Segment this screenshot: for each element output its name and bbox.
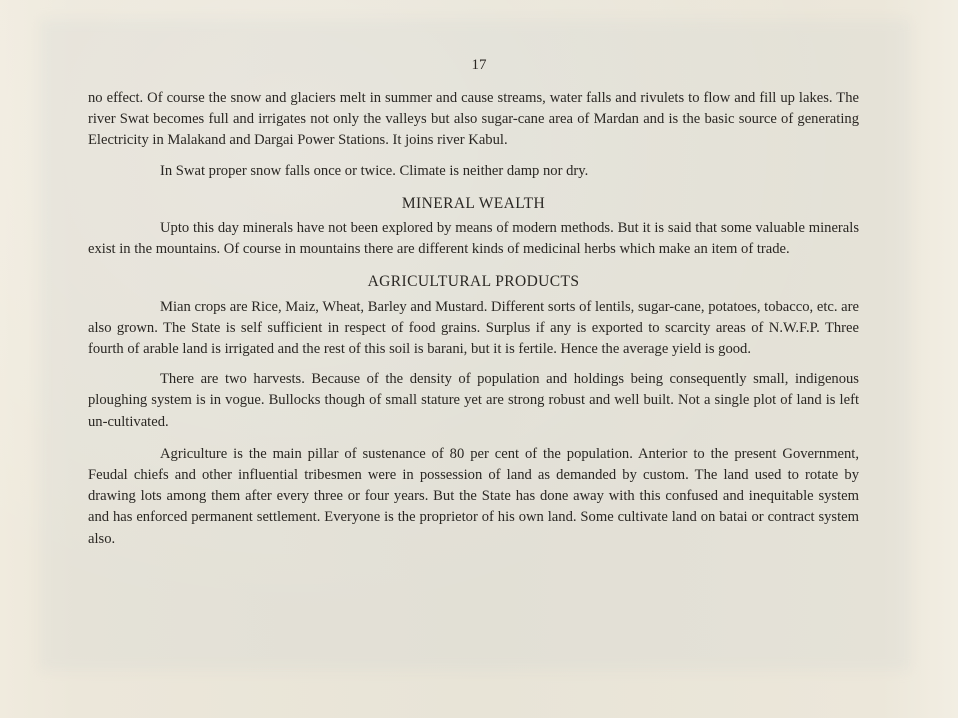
paragraph-agriculture: Agriculture is the main pillar of sustenance of 80 per cent of the population. Anterior to the present Government, Feudal chiefs and other influential tribesmen were in possession of land as demanded by custom. The land used to rotate by drawing lots among them after every three or four years. But the State has done away with this confused and inequitable system and has enforced permanent settlement. Everyone is the proprietor of his own land. Some cultivate land on batai or contract system also.: [88, 445, 859, 547]
paragraph-climate: In Swat proper snow falls once or twice. Climate is neither damp nor dry.: [160, 162, 589, 179]
heading-mineral-wealth: MINERAL WEALTH: [401, 194, 546, 212]
page-number: 17: [471, 57, 487, 73]
page-body: [88, 88, 859, 550]
paragraph-river-swat: no effect. Of course the snow and glaciers melt in summer and cause streams, water falls and rivulets to flow and fill up lakes. The river Swat becomes full and irrigates not only the valleys but also sugar-cane area of Mardan and is the basic source of generating Electricity in Malakand and Dargai Power Stations. It joins river Kabul.: [88, 90, 859, 149]
paragraph-minerals: Upto this day minerals have not been explored by means of modern methods. But it is said that some valuable minerals exist in the mountains. Of course in mountains there are different kinds of medicinal herbs which make an item of trade.: [88, 220, 859, 258]
paragraph-crops: Mian crops are Rice, Maiz, Wheat, Barley and Mustard. Different sorts of lentils, sugar-cane, potatoes, tobacco, etc. are also grown. The State is self sufficient in respect of food grains. Surplus if any is exported to scarcity areas of N.W.F.P. Three fourth of arable land is irrigated and the rest of this soil is barani, but it is fertile. Hence the average yield is good.: [88, 298, 859, 358]
heading-agricultural-products: AGRICULTURAL PRODUCTS: [367, 273, 580, 291]
paragraph-harvests: There are two harvests. Because of the density of population and holdings being consequently small, indigenous ploughing system is in vogue. Bullocks though of small stature yet are strong robust and well built. Not a single plot of land is left un-cultivated.: [88, 371, 859, 430]
